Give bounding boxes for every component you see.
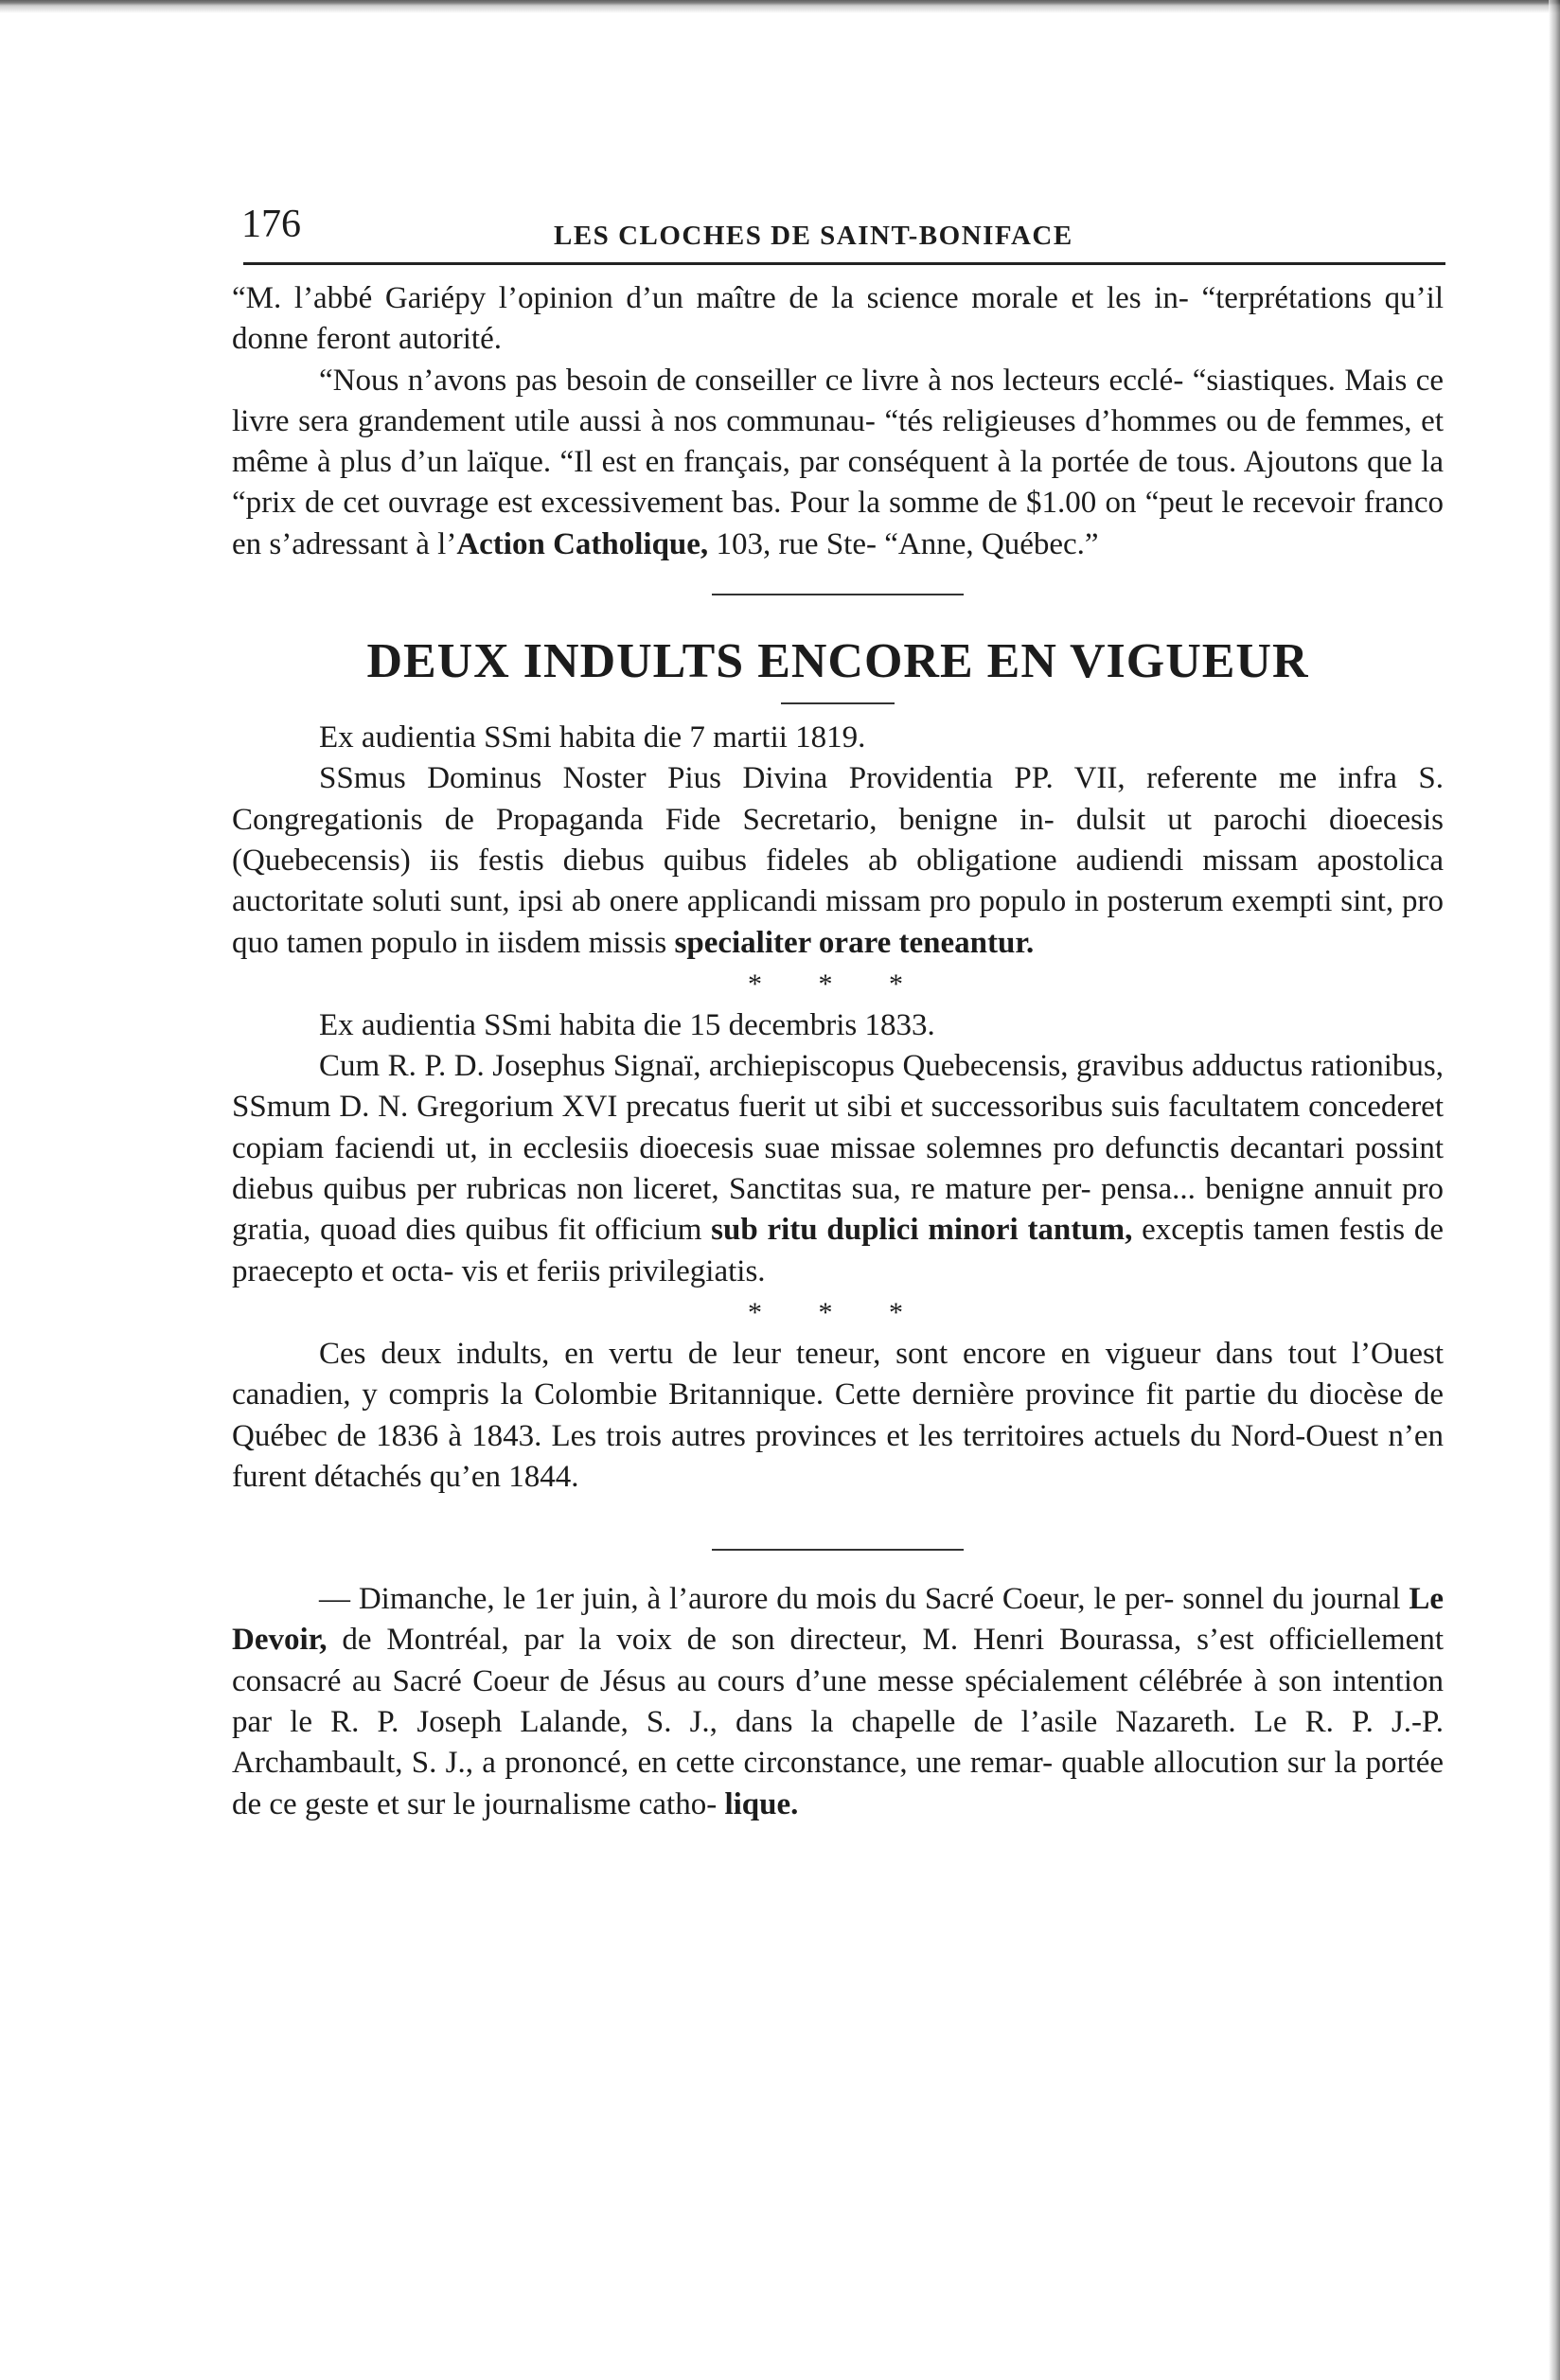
- scan-right-edge: [1549, 0, 1560, 2380]
- scan-top-edge: [0, 0, 1560, 13]
- indult-2-date: Ex audientia SSmi habita die 15 decembris 1833.: [319, 1007, 935, 1042]
- quote-block: [232, 278, 1444, 565]
- section-title: DEUX INDULTS ENCORE EN VIGUEUR: [366, 634, 1309, 689]
- news-paragraph: — Dimanche, le 1er juin, à l’aurore du mois du Sacré Coeur, le per- sonnel du journal Le Devoir, de Montréal, par la voix de son directeur, M. Henri Bourassa, s’est officiellement consacré au Sacré Coeur de Jésus au cours d’une messe spécialement célébrée à son intention par le R. P. Joseph Lalande, S. J., dans la chapelle de l’asile Nazareth. Le R. P. J.-P. Archambault, S. J., a prononcé, en cette circonstance, une remar- quable allocution sur la portée de ce geste et sur le journalisme catho- lique.: [232, 1582, 1444, 1821]
- indult-2: [232, 1005, 1444, 1292]
- indult-2-body: Cum R. P. D. Josephus Signaï, archiepiscopus Quebecensis, gravibus adductus rationibus, SSmum D. N. Gregorium XVI precatus fuerit ut sibi et successoribus suis facultatem concederet copiam faciendi ut, in ecclesiis dioecesis suae missae solemnes pro defunctis decantari possint diebus quibus per rubricas non liceret, Sanctitas sua, re mature per- pensa... benigne annuit pro gratia, quoad dies quibus fit officium sub ritu duplici minori tantum, exceptis tamen festis de praecepto et octa- vis et feriis privilegiatis.: [232, 1049, 1444, 1288]
- running-head: [232, 194, 1444, 251]
- catholique-bold: lique.: [724, 1786, 799, 1821]
- le-devoir-bold: Le Devoir,: [232, 1582, 1444, 1658]
- indult-2-bold: sub ritu duplici minori tantum,: [711, 1213, 1133, 1248]
- quote-paragraph-1: “M. l’abbé Gariépy l’opinion d’un maître de la science morale et les in- “terprétations qu’il donne feront autorité.: [232, 281, 1444, 357]
- header-rule: [243, 262, 1445, 265]
- closing-paragraph: Ces deux indults, en vertu de leur teneur, sont encore en vigueur dans tout l’Ouest canadien, y compris la Colombie Britannique. Cette dernière province fit partie du diocèse de Québec de 1836 à 1843. Les trois autres provinces et les territoires actuels du Nord-Ouest n’en furent détachés qu’en 1844.: [232, 1336, 1444, 1494]
- indult-1: [232, 718, 1444, 964]
- action-catholique-bold: Action Catholique,: [456, 526, 709, 561]
- section-divider-top: [712, 594, 964, 595]
- indult-1-body: SSmus Dominus Noster Pius Divina Providentia PP. VII, referente me infra S. Congregationis de Propaganda Fide Secretario, benigne in- dulsit ut parochi dioecesis (Quebecensis) iis festis diebus quibus fideles ab obligatione audiendi missam apostolica auctoritate soluti sunt, ipsi ab onere applicandi missam pro populo in posterum exempti sint, pro quo tamen populo in iisdem missis specialiter orare teneantur.: [232, 761, 1444, 960]
- running-title: LES CLOCHES DE SAINT-BONIFACE: [554, 221, 1073, 251]
- indult-1-date: Ex audientia SSmi habita die 7 martii 1819.: [319, 720, 866, 755]
- quote-paragraph-2: “Nous n’avons pas besoin de conseiller ce livre à nos lecteurs ecclé- “siastiques. Mais ce livre sera grandement utile aussi à nos communau- “tés religieuses d’hommes ou de femmes, et même à plus d’un laïque. “Il est en français, par conséquent à la portée de tous. Ajoutons que la “prix de cet ouvrage est excessivement bas. Pour la somme de $1.00 on “peut le recevoir franco en s’adressant à l’Action Catholique, 103, rue Ste- “Anne, Québec.”: [232, 363, 1444, 561]
- asterism-2: * * *: [748, 1296, 928, 1328]
- indult-1-bold: specialiter orare teneantur.: [674, 925, 1035, 960]
- asterism-1: * * *: [748, 968, 928, 1000]
- page-number: 176: [241, 203, 301, 246]
- book-page: [232, 194, 1444, 1825]
